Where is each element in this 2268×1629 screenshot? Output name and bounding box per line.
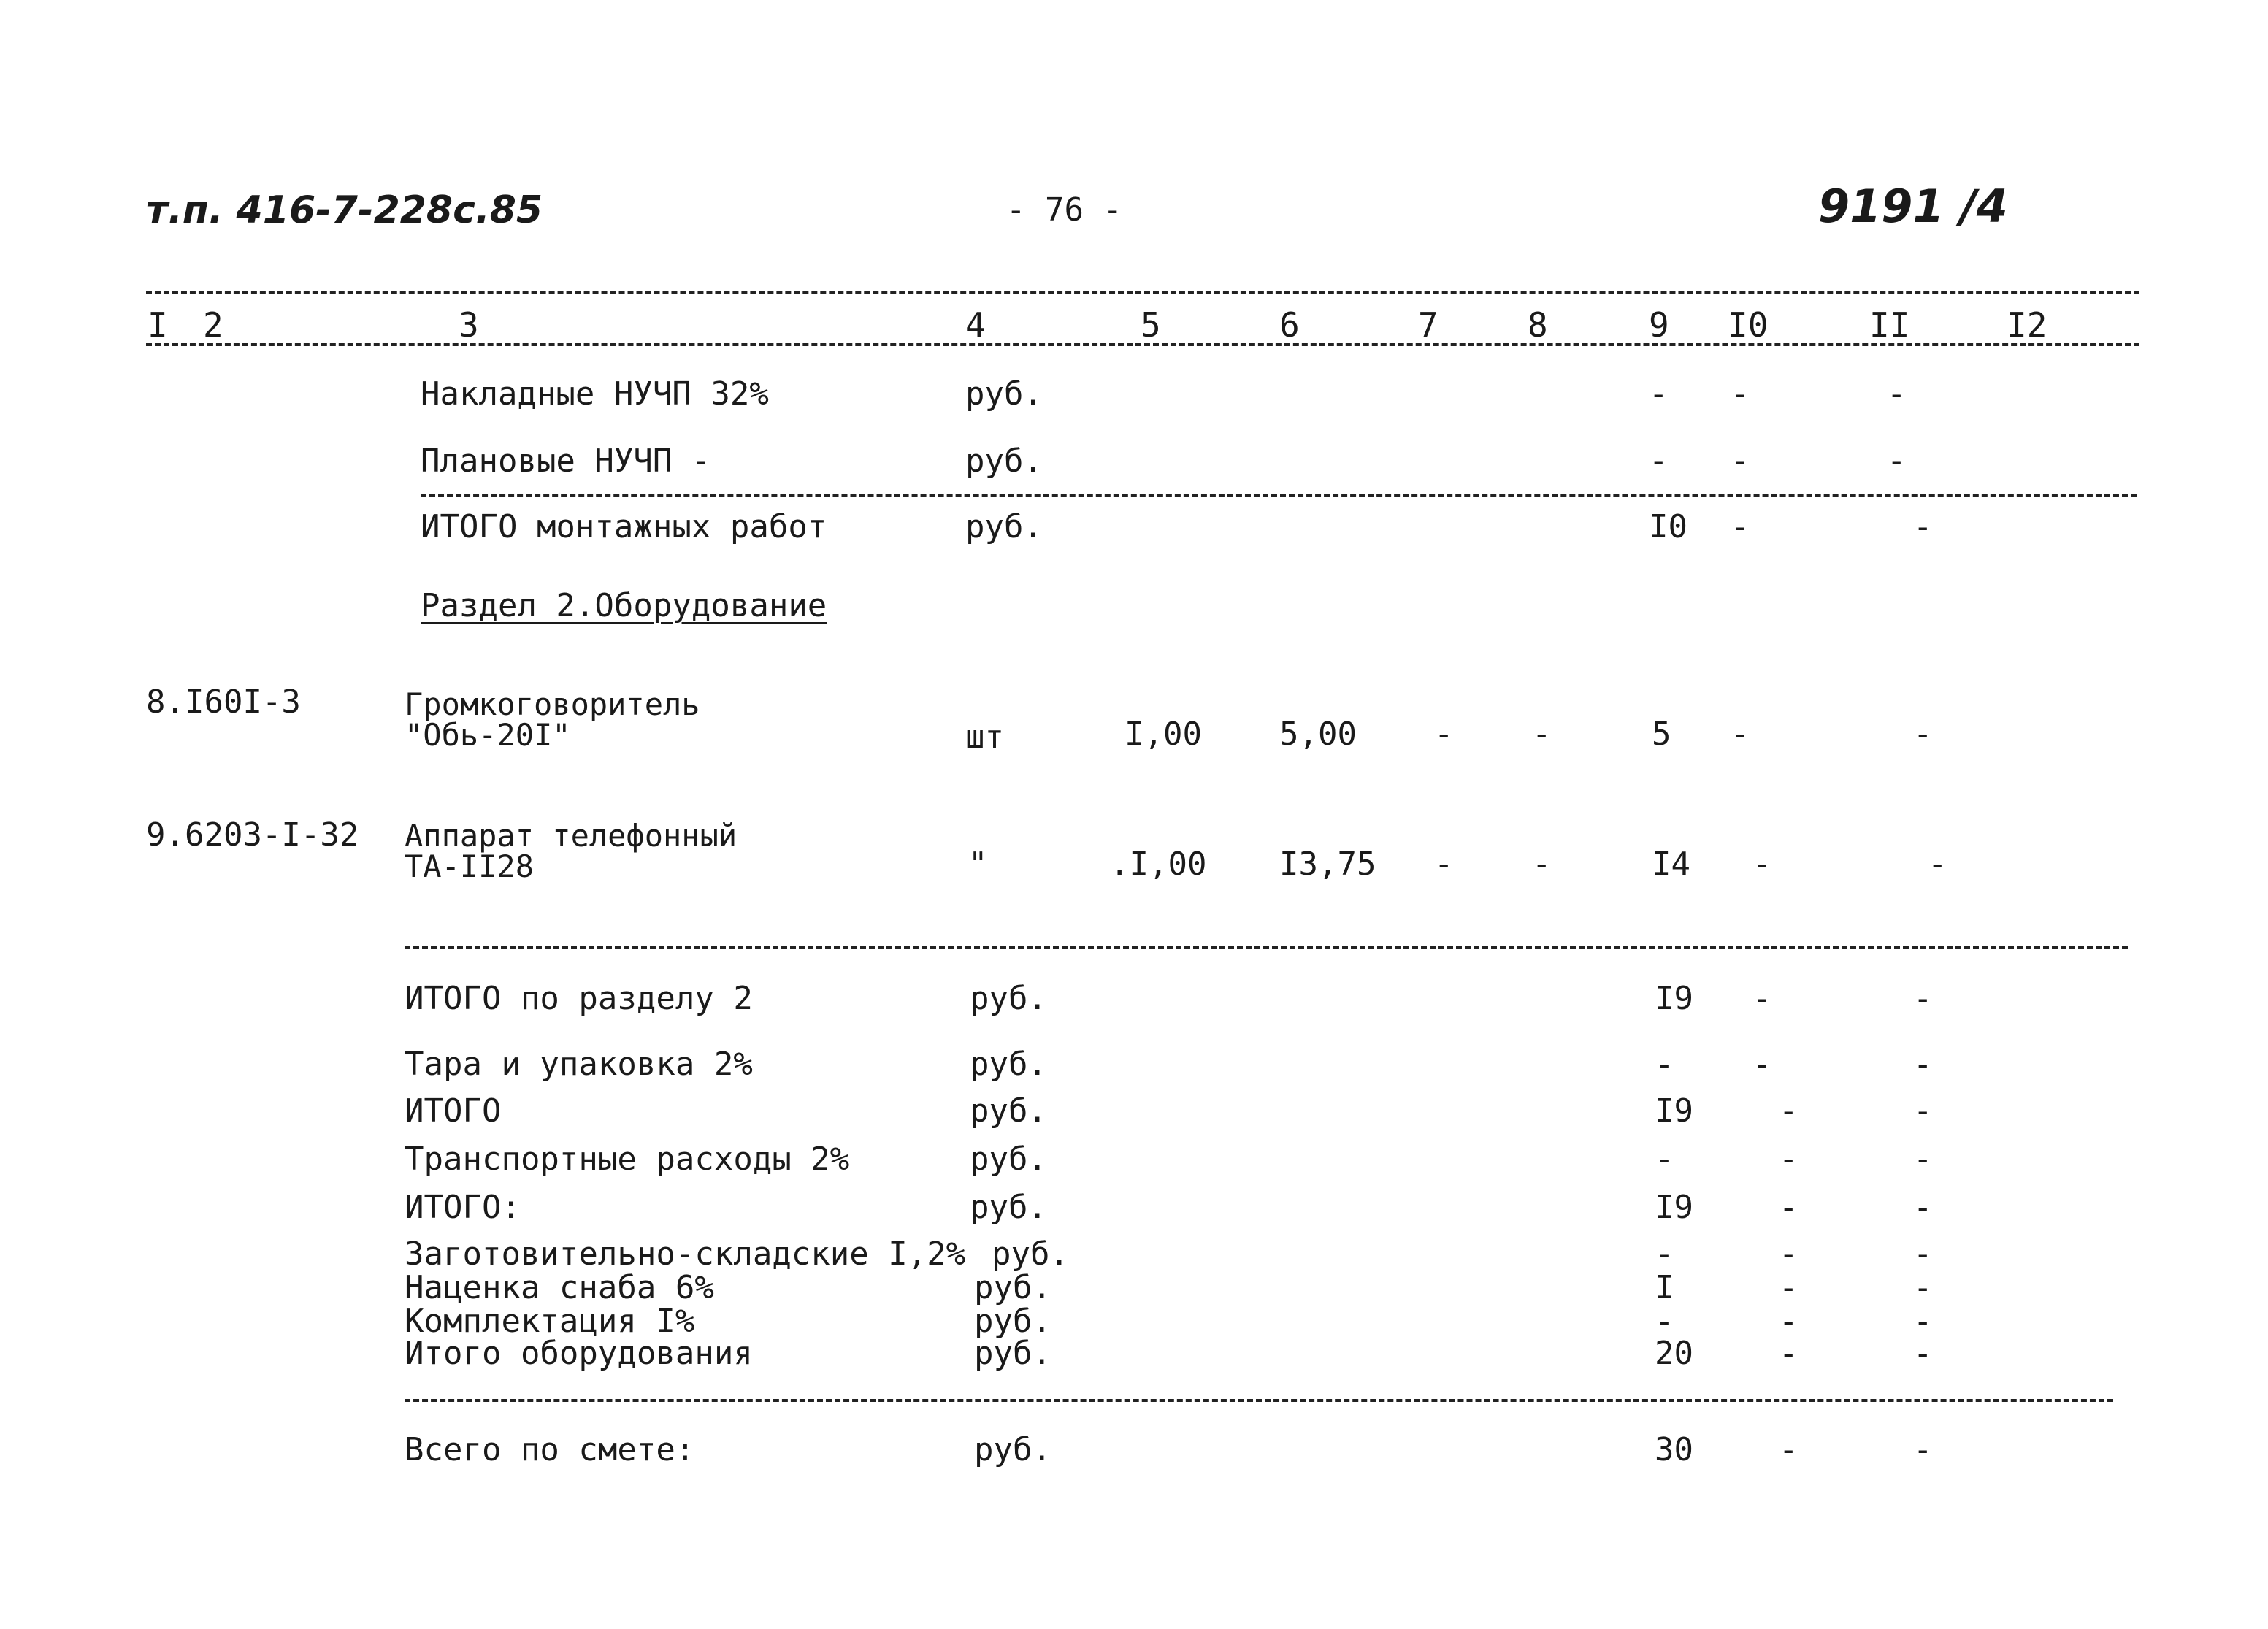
total-name: Транспортные расходы 2%	[405, 1141, 850, 1178]
grand-total-col9: 30	[1655, 1431, 1693, 1468]
item-col8: -	[1532, 716, 1552, 753]
total-col9: I9	[1655, 1189, 1693, 1226]
item-code: 8.I60I-3	[146, 683, 301, 721]
total-col9: -	[1655, 1141, 1674, 1178]
page-number: - 76 -	[1006, 191, 1122, 229]
total-col9: 20	[1655, 1335, 1693, 1372]
column-header: I0	[1728, 305, 1769, 345]
total-col10: -	[1779, 1235, 1798, 1273]
total-unit: руб.	[970, 1189, 1047, 1226]
row-unit: руб.	[965, 375, 1043, 413]
total-col11: -	[1913, 1189, 1933, 1226]
column-header: 8	[1528, 305, 1548, 345]
total-unit: руб.	[970, 1046, 1047, 1083]
total-name: Тара и упаковка 2%	[405, 1046, 753, 1083]
item-col7: -	[1434, 716, 1454, 753]
row-col11: -	[1887, 375, 1907, 413]
row-name: Плановые НУЧП -	[421, 442, 711, 480]
total-unit: руб.	[992, 1235, 1069, 1273]
inventory-number: 9191 /4	[1818, 180, 2008, 233]
document-code: т.п. 416-7-228с.85	[146, 188, 543, 232]
item-col7: -	[1434, 846, 1454, 883]
item-col10: -	[1752, 846, 1772, 883]
total-col10: -	[1779, 1335, 1798, 1372]
table-top-rule	[146, 291, 2139, 294]
row-col9: -	[1649, 442, 1669, 480]
row-unit: руб.	[965, 442, 1043, 480]
column-header: I2	[2007, 305, 2047, 345]
total-col10: -	[1752, 1046, 1772, 1083]
total-col9: -	[1655, 1046, 1674, 1083]
row-name: ИТОГО монтажных работ	[421, 508, 827, 545]
grand-total-name: Всего по смете:	[405, 1431, 695, 1468]
column-header: 4	[965, 305, 986, 345]
row-col10: -	[1731, 375, 1750, 413]
header-bottom-rule	[146, 343, 2139, 346]
column-header: II	[1869, 305, 1910, 345]
grand-total-col11: -	[1913, 1431, 1933, 1468]
total-col11: -	[1913, 1235, 1933, 1273]
row-unit: руб.	[965, 508, 1043, 545]
total-unit: руб.	[974, 1269, 1051, 1306]
total-col9: I9	[1655, 980, 1693, 1017]
total-unit: руб.	[974, 1335, 1051, 1372]
total-unit: руб.	[974, 1303, 1051, 1340]
section-rule	[405, 946, 2128, 949]
subtotal-rule	[421, 494, 2137, 497]
total-col11: -	[1913, 1141, 1933, 1178]
column-header: 6	[1279, 305, 1300, 345]
column-header: 9	[1649, 305, 1669, 345]
grand-total-rule	[405, 1399, 2113, 1402]
item-col9: I4	[1652, 846, 1690, 883]
total-unit: руб.	[970, 1141, 1047, 1178]
item-col5: I,00	[1125, 716, 1202, 753]
total-col11: -	[1913, 1335, 1933, 1372]
total-name: Итого оборудования	[405, 1335, 753, 1372]
item-code: 9.6203-I-32	[146, 816, 359, 854]
total-col10: -	[1779, 1141, 1798, 1178]
column-header: 2	[203, 305, 223, 345]
total-name: ИТОГО:	[405, 1189, 521, 1226]
item-col8: -	[1532, 846, 1552, 883]
section-title: Раздел 2.Оборудование	[421, 587, 827, 624]
total-col10: -	[1779, 1269, 1798, 1306]
total-col10: -	[1779, 1092, 1798, 1130]
total-col11: -	[1913, 1269, 1933, 1306]
row-col10: -	[1731, 508, 1750, 545]
column-header: 7	[1418, 305, 1438, 345]
row-col9: I0	[1649, 508, 1687, 545]
total-col10: -	[1779, 1303, 1798, 1340]
row-col11: -	[1913, 508, 1933, 545]
row-col11: -	[1887, 442, 1907, 480]
total-col10: -	[1752, 980, 1772, 1017]
total-name: Наценка снаба 6%	[405, 1269, 714, 1306]
row-col9: -	[1649, 375, 1669, 413]
total-col11: -	[1913, 980, 1933, 1017]
total-name: Заготовительно-складские I,2%	[405, 1235, 966, 1273]
item-unit: шт	[965, 718, 1004, 756]
grand-total-col10: -	[1779, 1431, 1798, 1468]
total-col11: -	[1913, 1303, 1933, 1340]
total-col11: -	[1913, 1046, 1933, 1083]
total-name: ИТОГО	[405, 1092, 502, 1130]
column-header: I	[148, 305, 168, 345]
item-col6: I3,75	[1279, 846, 1376, 883]
item-unit: "	[968, 846, 988, 883]
total-col9: -	[1655, 1303, 1674, 1340]
column-header: 3	[459, 305, 479, 345]
total-col9: I9	[1655, 1092, 1693, 1130]
item-col10: -	[1731, 716, 1750, 753]
item-col9: 5	[1652, 716, 1671, 753]
item-col5: .I,00	[1110, 846, 1207, 883]
item-col6: 5,00	[1279, 716, 1357, 753]
total-col10: -	[1779, 1189, 1798, 1226]
total-col9: I	[1655, 1269, 1674, 1306]
column-header: 5	[1141, 305, 1161, 345]
item-col11: -	[1928, 846, 1947, 883]
grand-total-unit: руб.	[974, 1431, 1051, 1468]
row-col10: -	[1731, 442, 1750, 480]
row-name: Накладные НУЧП 32%	[421, 375, 769, 413]
total-unit: руб.	[970, 1092, 1047, 1130]
item-name-line2: ТА-II28	[405, 848, 535, 884]
total-unit: руб.	[970, 980, 1047, 1017]
item-col11: -	[1913, 716, 1933, 753]
total-name: Комплектация I%	[405, 1303, 695, 1340]
item-name-line2: "Обь-20I"	[405, 717, 571, 753]
item-name: Аппарат телефонный	[405, 818, 738, 854]
total-name: ИТОГО по разделу 2	[405, 980, 753, 1017]
total-col11: -	[1913, 1092, 1933, 1130]
total-col9: -	[1655, 1235, 1674, 1273]
item-name: Громкоговоритель	[405, 686, 700, 722]
